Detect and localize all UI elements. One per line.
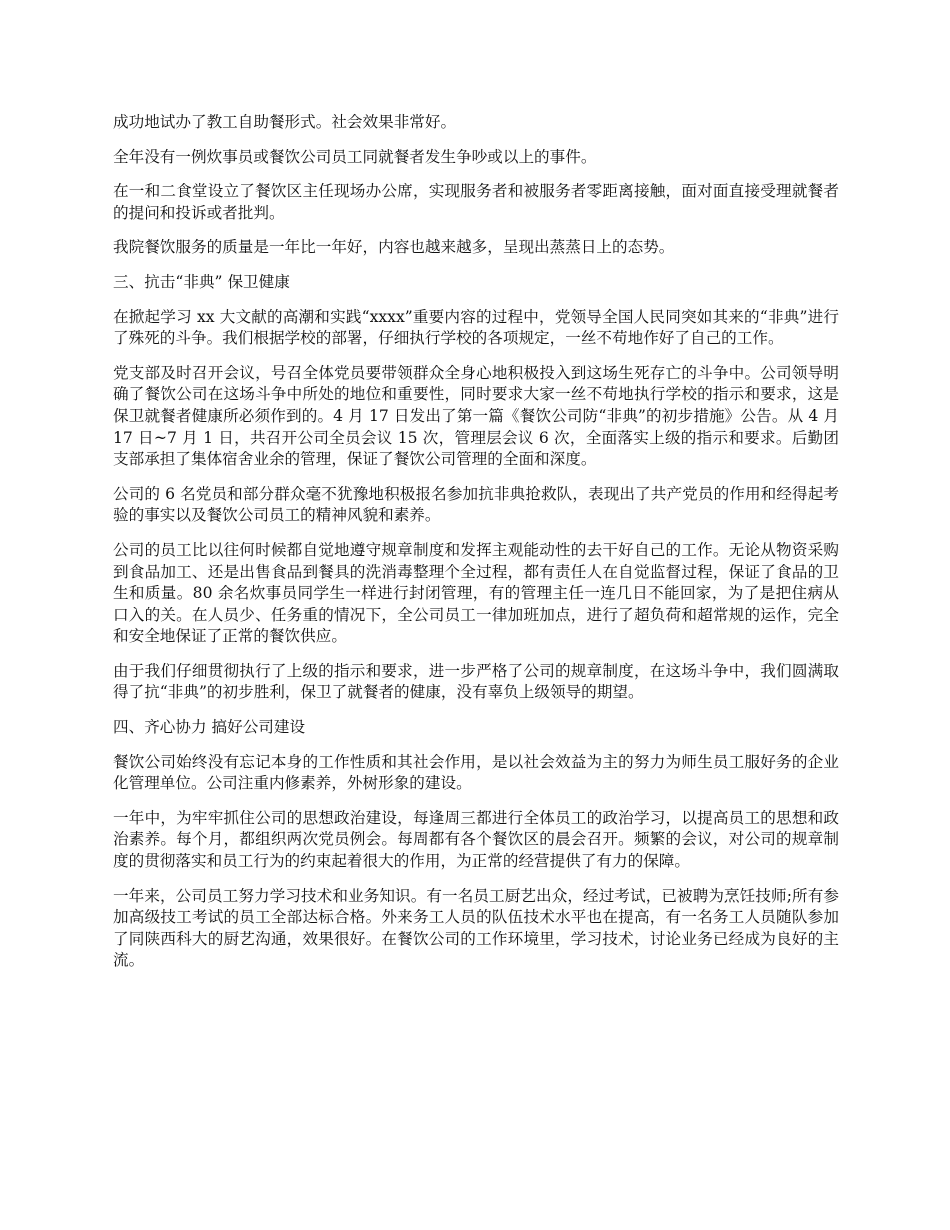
section-heading-4: 四、齐心协力 搞好公司建设 bbox=[113, 718, 306, 737]
paragraph-3: 在一和二食堂设立了餐饮区主任现场办公席，实现服务者和被服务者零距离接触，面对面直接受理就餐者的提问和投诉或者批判。 bbox=[113, 182, 839, 222]
paragraph-8: 公司的员工比以往何时候都自觉地遵守规章制度和发挥主观能动性的去干好自己的工作。无论从物资采购到食品加工、还是出售食品到餐具的洗消毒整理个全过程，都有责任人在自觉监督过程，保证了食品的卫生和质量。80 余名炊事员同学生一样进行封闭管理，有的管理主任一连几日不能回家，为了是把住病从口入的关。在人员少、任务重的情况下，全公司员工一律加班加点，进行了超负荷和超常规的运作，完全和安全地保证了正常的餐饮供应。 bbox=[113, 540, 839, 646]
paragraph-11: 一年中，为牢牢抓住公司的思想政治建设，每逢周三都进行全体员工的政治学习，以提高员工的思想和政治素养。每个月，都组织两次党员例会。每周都有各个餐饮区的晨会召开。频繁的会议，对公司的规章制度的贯彻落实和员工行为的约束起着很大的作用，为正常的经营提供了有力的保障。 bbox=[113, 808, 839, 871]
paragraph-12: 一年来，公司员工努力学习技术和业务知识。有一名员工厨艺出众，经过考试，已被聘为烹饪技师;所有参加高级技工考试的员工全部达标合格。外来务工人员的队伍技术水平也在提高，有一名务工人员随队参加了同陕西科大的厨艺沟通，效果很好。在餐饮公司的工作环境里，学习技术，讨论业务已经成为良好的主流。 bbox=[113, 886, 839, 970]
paragraph-2: 全年没有一例炊事员或餐饮公司员工同就餐者发生争吵或以上的事件。 bbox=[113, 147, 597, 166]
paragraph-4: 我院餐饮服务的质量是一年比一年好，内容也越来越多，呈现出蒸蒸日上的态势。 bbox=[113, 238, 675, 257]
paragraph-6: 党支部及时召开会议，号召全体党员要带领群众全身心地积极投入到这场生死存亡的斗争中。公司领导明确了餐饮公司在这场斗争中所处的地位和重要性，同时要求大家一丝不苟地执行学校的指示和要求，这是保卫就餐者健康所必须作到的。4 月 17 日发出了第一篇《餐饮公司防“非典”的初步措施》公告。从 4 月 17 日~7 月 1 日，共召开公司全员会议 15 次，管理层会议 6 次，全面落实上级的指示和要求。后勤团支部承担了集体宿舍业余的管理，保证了餐饮公司管理的全面和深度。 bbox=[113, 363, 839, 469]
section-heading-3: 三、抗击“非典” 保卫健康 bbox=[113, 272, 290, 291]
paragraph-7: 公司的 6 名党员和部分群众毫不犹豫地积极报名参加抗非典抢救队，表现出了共产党员的作用和经得起考验的事实以及餐饮公司员工的精神风貌和素养。 bbox=[113, 484, 839, 525]
paragraph-1: 成功地试办了教工自助餐形式。社会效果非常好。 bbox=[113, 113, 457, 131]
document-body bbox=[113, 112, 839, 985]
paragraph-10: 餐饮公司始终没有忘记本身的工作性质和其社会作用，是以社会效益为主的努力为师生员工服好务的企业化管理单位。公司注重内修素养，外树形象的建设。 bbox=[113, 752, 839, 793]
paragraph-9: 由于我们仔细贯彻执行了上级的指示和要求，进一步严格了公司的规章制度，在这场斗争中，我们圆满取得了抗“非典”的初步胜利，保卫了就餐者的健康，没有辜负上级领导的期望。 bbox=[113, 661, 839, 702]
paragraph-5: 在掀起学习 xx 大文献的高潮和实践“xxxx”重要内容的过程中，党领导全国人民同突如其来的“非典”进行了殊死的斗争。我们根据学校的部署，仔细执行学校的各项规定，一丝不苟地作好了自己的工作。 bbox=[113, 307, 839, 348]
